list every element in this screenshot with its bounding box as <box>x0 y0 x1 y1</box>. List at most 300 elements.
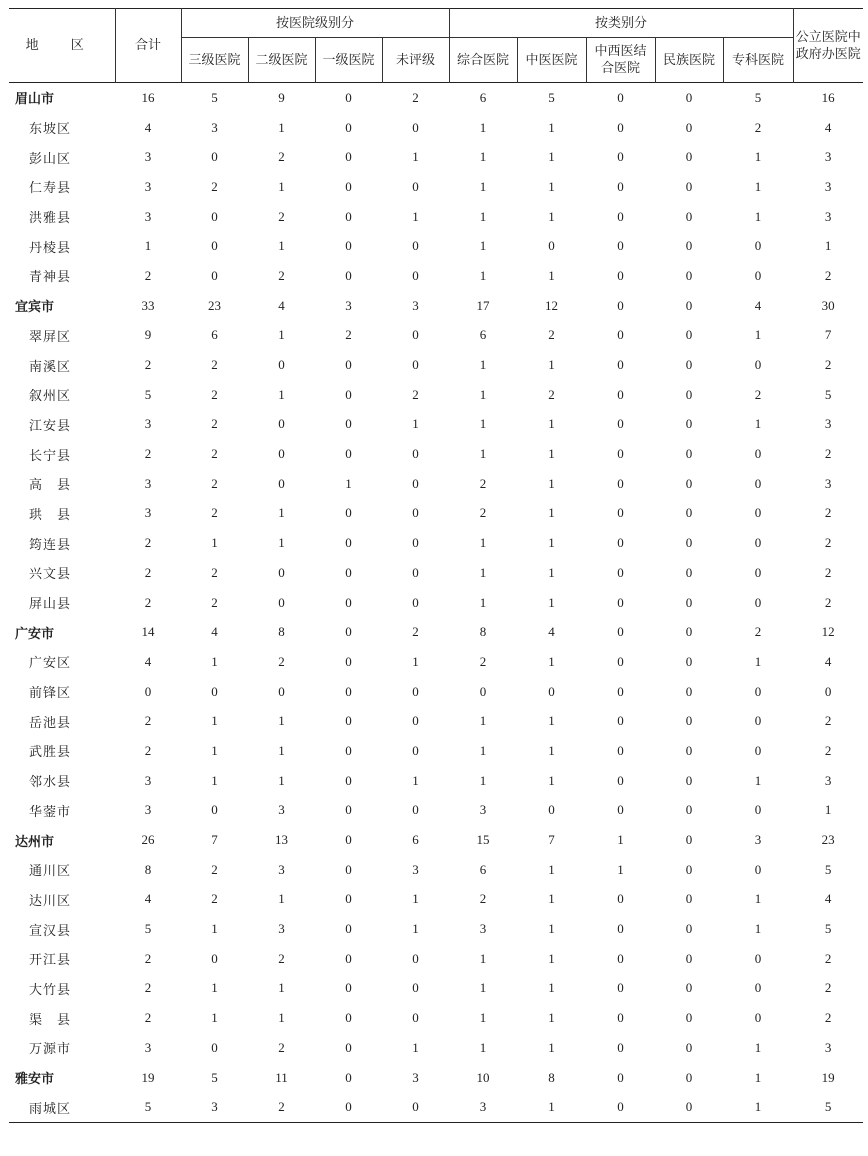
value-cell: 0 <box>548 802 555 818</box>
value-cell: 1 <box>548 1039 555 1055</box>
value-cell: 0 <box>412 535 419 551</box>
table-row <box>9 706 863 736</box>
value-cell: 1 <box>548 1099 555 1115</box>
value-cell: 1 <box>278 535 285 551</box>
value-cell: 0 <box>345 208 352 224</box>
value-cell: 0 <box>278 416 285 432</box>
value-cell: 0 <box>211 683 218 699</box>
value-cell: 0 <box>685 357 693 373</box>
value-cell: 1 <box>211 535 218 551</box>
value-cell: 0 <box>278 446 285 462</box>
value-cell: 4 <box>824 119 832 135</box>
header-level-2: 二级医院 <box>248 38 315 83</box>
value-cell: 2 <box>144 267 152 283</box>
value-cell: 0 <box>617 119 624 135</box>
value-cell: 1 <box>548 980 555 996</box>
value-cell: 0 <box>685 713 693 729</box>
value-cell: 2 <box>211 178 218 194</box>
value-cell: 1 <box>548 357 555 373</box>
value-cell: 7 <box>824 327 832 343</box>
header-type-integrated: 中西医结合医院 <box>586 38 655 83</box>
value-cell: 1 <box>412 208 419 224</box>
region-name-cell: 洪雅县 <box>29 211 72 227</box>
value-cell: 3 <box>278 921 285 937</box>
value-cell: 5 <box>824 861 832 877</box>
value-cell: 0 <box>685 475 693 491</box>
value-cell: 0 <box>617 950 624 966</box>
value-cell: 17 <box>476 297 490 313</box>
value-cell: 0 <box>345 713 352 729</box>
value-cell: 0 <box>617 446 624 462</box>
value-cell: 0 <box>278 594 285 610</box>
value-cell: 0 <box>345 802 352 818</box>
value-cell: 3 <box>754 832 762 848</box>
value-cell: 0 <box>617 564 624 580</box>
value-cell: 4 <box>278 297 285 313</box>
value-cell: 2 <box>144 594 152 610</box>
value-cell: 3 <box>412 1069 419 1085</box>
table-row <box>9 974 863 1004</box>
value-cell: 0 <box>345 742 352 758</box>
value-cell: 2 <box>479 505 487 521</box>
header-type-specialty: 专科医院 <box>723 38 793 83</box>
value-cell: 1 <box>144 238 152 254</box>
value-cell: 3 <box>824 772 832 788</box>
value-cell: 8 <box>278 624 285 640</box>
value-cell: 0 <box>617 1069 624 1085</box>
table-row <box>9 172 863 202</box>
value-cell: 0 <box>754 1010 762 1026</box>
value-cell: 1 <box>278 119 285 135</box>
value-cell: 1 <box>412 1039 419 1055</box>
value-cell: 1 <box>548 772 555 788</box>
value-cell: 2 <box>412 386 419 402</box>
value-cell: 0 <box>754 950 762 966</box>
value-cell: 1 <box>479 208 487 224</box>
value-cell: 2 <box>278 149 285 165</box>
table-row <box>9 855 863 885</box>
value-cell: 7 <box>211 832 218 848</box>
value-cell: 0 <box>754 357 762 373</box>
value-cell: 1 <box>479 950 487 966</box>
value-cell: 0 <box>345 832 352 848</box>
value-cell: 6 <box>479 861 487 877</box>
value-cell: 0 <box>754 742 762 758</box>
value-cell: 1 <box>824 802 832 818</box>
value-cell: 0 <box>754 594 762 610</box>
region-name-cell: 大竹县 <box>29 982 72 998</box>
value-cell: 0 <box>685 297 693 313</box>
region-name-cell: 筠连县 <box>29 537 72 553</box>
value-cell: 0 <box>144 683 152 699</box>
value-cell: 2 <box>211 594 218 610</box>
value-cell: 0 <box>345 386 352 402</box>
value-cell: 1 <box>824 238 832 254</box>
header-by-type: 按类别分 <box>449 9 793 38</box>
value-cell: 1 <box>754 772 762 788</box>
value-cell: 3 <box>144 208 152 224</box>
table-row <box>9 142 863 172</box>
table-row <box>9 202 863 232</box>
value-cell: 0 <box>211 267 218 283</box>
value-cell: 1 <box>617 832 624 848</box>
value-cell: 2 <box>548 327 555 343</box>
value-cell: 0 <box>754 446 762 462</box>
value-cell: 2 <box>278 1039 285 1055</box>
region-name-cell: 东坡区 <box>29 122 72 138</box>
value-cell: 2 <box>144 357 152 373</box>
value-cell: 0 <box>278 475 285 491</box>
value-cell: 1 <box>754 1099 762 1115</box>
value-cell: 2 <box>211 416 218 432</box>
header-type-ethnic: 民族医院 <box>655 38 723 83</box>
value-cell: 4 <box>754 297 762 313</box>
region-name-cell: 彭山区 <box>29 151 72 167</box>
value-cell: 0 <box>617 535 624 551</box>
value-cell: 0 <box>754 980 762 996</box>
value-cell: 1 <box>278 327 285 343</box>
value-cell: 0 <box>345 772 352 788</box>
table-row <box>9 766 863 796</box>
value-cell: 0 <box>278 357 285 373</box>
value-cell: 0 <box>412 357 419 373</box>
value-cell: 0 <box>685 238 693 254</box>
value-cell: 3 <box>144 802 152 818</box>
value-cell: 2 <box>144 535 152 551</box>
value-cell: 1 <box>479 386 487 402</box>
value-cell: 1 <box>278 891 285 907</box>
value-cell: 33 <box>141 297 155 313</box>
value-cell: 1 <box>548 475 555 491</box>
value-cell: 0 <box>617 327 624 343</box>
hospital-statistics-table <box>9 8 863 1123</box>
value-cell: 2 <box>824 1010 832 1026</box>
value-cell: 1 <box>617 861 624 877</box>
value-cell: 3 <box>144 416 152 432</box>
value-cell: 2 <box>211 386 218 402</box>
value-cell: 4 <box>211 624 218 640</box>
value-cell: 0 <box>685 772 693 788</box>
value-cell: 0 <box>685 1069 693 1085</box>
table-row <box>9 796 863 826</box>
value-cell: 0 <box>685 1010 693 1026</box>
value-cell: 0 <box>685 1099 693 1115</box>
value-cell: 1 <box>211 980 218 996</box>
value-cell: 0 <box>617 178 624 194</box>
value-cell: 0 <box>685 921 693 937</box>
value-cell: 2 <box>278 653 285 669</box>
value-cell: 1 <box>754 178 762 194</box>
value-cell: 0 <box>617 475 624 491</box>
value-cell: 2 <box>144 446 152 462</box>
value-cell: 0 <box>211 950 218 966</box>
value-cell: 2 <box>479 475 487 491</box>
value-cell: 5 <box>824 921 832 937</box>
table-row <box>9 736 863 766</box>
value-cell: 2 <box>345 327 352 343</box>
value-cell: 0 <box>617 742 624 758</box>
value-cell: 1 <box>345 475 352 491</box>
value-cell: 0 <box>345 980 352 996</box>
value-cell: 0 <box>211 208 218 224</box>
value-cell: 3 <box>824 1039 832 1055</box>
value-cell: 0 <box>685 535 693 551</box>
region-name-cell: 珙 县 <box>29 507 72 523</box>
value-cell: 8 <box>144 861 152 877</box>
value-cell: 1 <box>278 713 285 729</box>
value-cell: 0 <box>345 149 352 165</box>
region-name-cell: 高 县 <box>29 478 72 494</box>
value-cell: 2 <box>824 564 832 580</box>
value-cell: 6 <box>479 89 487 105</box>
table-row-city <box>9 617 863 647</box>
value-cell: 16 <box>821 89 835 105</box>
value-cell: 0 <box>617 891 624 907</box>
value-cell: 0 <box>617 357 624 373</box>
value-cell: 2 <box>824 535 832 551</box>
header-type-general: 综合医院 <box>449 38 517 83</box>
value-cell: 0 <box>685 386 693 402</box>
table-row-city <box>9 83 863 113</box>
table-row <box>9 380 863 410</box>
value-cell: 1 <box>754 1069 762 1085</box>
table-row <box>9 944 863 974</box>
value-cell: 0 <box>754 535 762 551</box>
header-by-level: 按医院级别分 <box>181 9 449 38</box>
value-cell: 0 <box>345 416 352 432</box>
value-cell: 23 <box>208 297 221 313</box>
value-cell: 2 <box>211 357 218 373</box>
value-cell: 0 <box>685 89 693 105</box>
value-cell: 5 <box>211 89 218 105</box>
value-cell: 0 <box>685 208 693 224</box>
value-cell: 9 <box>278 89 285 105</box>
table-row <box>9 261 863 291</box>
table-row <box>9 1003 863 1033</box>
value-cell: 0 <box>685 267 693 283</box>
value-cell: 0 <box>617 1010 624 1026</box>
value-cell: 0 <box>412 564 419 580</box>
value-cell: 0 <box>412 505 419 521</box>
header-type-tcm: 中医医院 <box>517 38 586 83</box>
value-cell: 6 <box>479 327 487 343</box>
value-cell: 0 <box>685 802 693 818</box>
value-cell: 1 <box>548 178 555 194</box>
value-cell: 3 <box>479 802 487 818</box>
value-cell: 1 <box>479 713 487 729</box>
value-cell: 0 <box>617 772 624 788</box>
value-cell: 1 <box>548 446 555 462</box>
value-cell: 1 <box>211 1010 218 1026</box>
value-cell: 1 <box>479 267 487 283</box>
table-row <box>9 885 863 915</box>
header-total: 合计 <box>115 9 181 83</box>
region-name-cell: 江安县 <box>29 418 72 434</box>
value-cell: 3 <box>278 802 285 818</box>
value-cell: 0 <box>617 416 624 432</box>
value-cell: 3 <box>144 178 152 194</box>
region-name-cell: 青神县 <box>29 270 72 286</box>
table-row <box>9 677 863 707</box>
value-cell: 2 <box>824 980 832 996</box>
region-name-cell: 宣汉县 <box>29 923 72 939</box>
value-cell: 4 <box>144 653 152 669</box>
header-public-gov: 公立医院中政府办医院 <box>793 9 863 83</box>
value-cell: 2 <box>278 1099 285 1115</box>
value-cell: 0 <box>685 950 693 966</box>
value-cell: 1 <box>548 653 555 669</box>
value-cell: 5 <box>548 89 555 105</box>
value-cell: 15 <box>476 832 490 848</box>
value-cell: 4 <box>144 891 152 907</box>
value-cell: 0 <box>345 653 352 669</box>
value-cell: 1 <box>548 208 555 224</box>
value-cell: 1 <box>548 505 555 521</box>
value-cell: 1 <box>548 535 555 551</box>
value-cell: 30 <box>821 297 835 313</box>
value-cell: 1 <box>479 564 487 580</box>
region-name-cell: 武胜县 <box>29 745 72 761</box>
value-cell: 0 <box>754 564 762 580</box>
value-cell: 0 <box>412 178 419 194</box>
table-row <box>9 231 863 261</box>
value-cell: 0 <box>685 653 693 669</box>
value-cell: 0 <box>345 594 352 610</box>
value-cell: 1 <box>479 119 487 135</box>
value-cell: 1 <box>479 535 487 551</box>
value-cell: 0 <box>617 149 624 165</box>
value-cell: 3 <box>479 1099 487 1115</box>
value-cell: 0 <box>345 921 352 937</box>
value-cell: 0 <box>754 238 762 254</box>
value-cell: 0 <box>345 267 352 283</box>
value-cell: 0 <box>754 505 762 521</box>
value-cell: 4 <box>824 653 832 669</box>
value-cell: 0 <box>345 1039 352 1055</box>
value-cell: 2 <box>824 713 832 729</box>
value-cell: 1 <box>278 980 285 996</box>
value-cell: 0 <box>345 238 352 254</box>
value-cell: 1 <box>548 921 555 937</box>
value-cell: 1 <box>278 772 285 788</box>
value-cell: 0 <box>345 624 352 640</box>
value-cell: 1 <box>754 416 762 432</box>
value-cell: 0 <box>412 1010 419 1026</box>
value-cell: 1 <box>548 891 555 907</box>
value-cell: 3 <box>824 208 832 224</box>
value-cell: 3 <box>144 475 152 491</box>
value-cell: 0 <box>345 119 352 135</box>
value-cell: 1 <box>278 505 285 521</box>
value-cell: 0 <box>617 683 624 699</box>
value-cell: 0 <box>617 653 624 669</box>
value-cell: 1 <box>548 713 555 729</box>
value-cell: 2 <box>211 891 218 907</box>
value-cell: 6 <box>211 327 218 343</box>
region-name-cell: 眉山市 <box>15 92 55 108</box>
value-cell: 3 <box>824 178 832 194</box>
value-cell: 1 <box>211 742 218 758</box>
value-cell: 0 <box>685 505 693 521</box>
region-name-cell: 宜宾市 <box>15 300 55 316</box>
value-cell: 0 <box>617 267 624 283</box>
value-cell: 1 <box>754 149 762 165</box>
value-cell: 3 <box>824 149 832 165</box>
value-cell: 2 <box>824 267 832 283</box>
value-cell: 1 <box>211 921 218 937</box>
value-cell: 19 <box>821 1069 835 1085</box>
value-cell: 0 <box>685 416 693 432</box>
value-cell: 1 <box>412 921 419 937</box>
value-cell: 5 <box>754 89 762 105</box>
value-cell: 1 <box>278 742 285 758</box>
value-cell: 0 <box>617 1099 624 1115</box>
value-cell: 0 <box>412 594 419 610</box>
value-cell: 0 <box>345 535 352 551</box>
table-header <box>9 9 863 83</box>
value-cell: 0 <box>412 267 419 283</box>
region-name-cell: 广安市 <box>15 626 55 642</box>
table-body <box>9 83 863 1123</box>
value-cell: 1 <box>278 386 285 402</box>
value-cell: 0 <box>685 1039 693 1055</box>
value-cell: 1 <box>479 149 487 165</box>
value-cell: 7 <box>548 832 555 848</box>
value-cell: 0 <box>211 238 218 254</box>
value-cell: 0 <box>617 89 624 105</box>
value-cell: 5 <box>144 1099 152 1115</box>
value-cell: 1 <box>754 1039 762 1055</box>
header-level-1: 一级医院 <box>315 38 382 83</box>
value-cell: 0 <box>412 950 419 966</box>
value-cell: 0 <box>617 713 624 729</box>
value-cell: 23 <box>821 832 835 848</box>
value-cell: 12 <box>545 297 559 313</box>
value-cell: 0 <box>685 832 693 848</box>
value-cell: 3 <box>144 772 152 788</box>
value-cell: 0 <box>412 742 419 758</box>
value-cell: 1 <box>548 742 555 758</box>
region-name-cell: 华蓥市 <box>29 804 72 820</box>
value-cell: 0 <box>345 950 352 966</box>
value-cell: 5 <box>144 386 152 402</box>
value-cell: 2 <box>144 713 152 729</box>
value-cell: 1 <box>479 772 487 788</box>
value-cell: 1 <box>754 921 762 937</box>
value-cell: 1 <box>754 208 762 224</box>
region-name-cell: 达川区 <box>29 893 72 909</box>
value-cell: 2 <box>211 505 218 521</box>
value-cell: 0 <box>412 713 419 729</box>
value-cell: 0 <box>345 683 352 699</box>
value-cell: 3 <box>824 416 832 432</box>
value-cell: 1 <box>211 713 218 729</box>
value-cell: 0 <box>345 564 352 580</box>
value-cell: 0 <box>685 149 693 165</box>
value-cell: 0 <box>345 861 352 877</box>
value-cell: 0 <box>211 802 218 818</box>
value-cell: 2 <box>824 742 832 758</box>
value-cell: 0 <box>412 446 419 462</box>
value-cell: 1 <box>548 267 555 283</box>
value-cell: 2 <box>548 386 555 402</box>
value-cell: 0 <box>278 564 285 580</box>
value-cell: 2 <box>479 891 487 907</box>
value-cell: 2 <box>754 386 762 402</box>
region-name-cell: 雨城区 <box>29 1101 72 1117</box>
value-cell: 1 <box>479 1010 487 1026</box>
value-cell: 2 <box>754 119 762 135</box>
